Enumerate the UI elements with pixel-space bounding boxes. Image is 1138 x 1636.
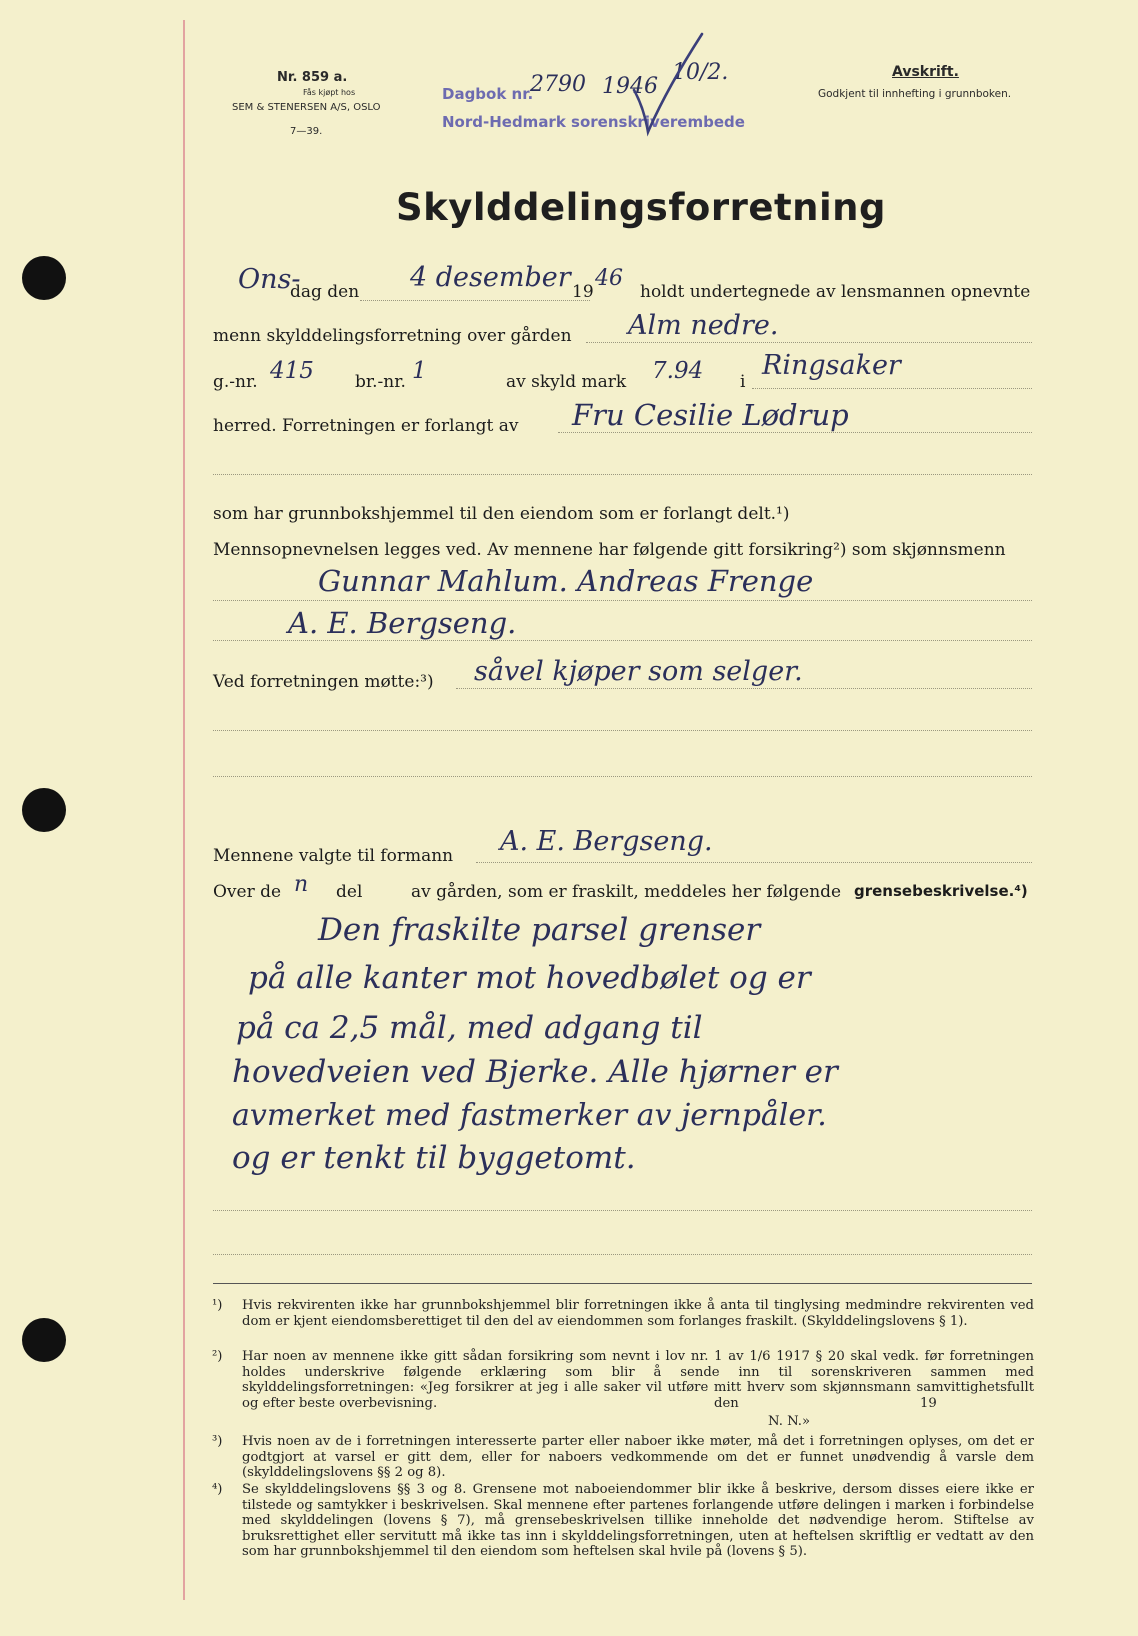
printed-text: br.-nr. xyxy=(355,372,406,392)
form-number: Nr. 859 a. xyxy=(277,70,348,85)
handwritten-farm: Alm nedre. xyxy=(628,310,779,341)
footnote-separator xyxy=(213,1283,1032,1284)
printed-text: Ved forretningen møtte:³) xyxy=(213,672,434,692)
printed-year: 19 xyxy=(572,282,594,302)
printed-text: holdt undertegnede av lensmannen opnevnte xyxy=(640,282,1031,302)
fill-line xyxy=(586,342,1032,343)
fill-line xyxy=(213,1254,1032,1255)
office-stamp: Nord-Hedmark sorenskriverembede xyxy=(442,113,745,131)
margin-line xyxy=(183,20,185,1600)
footnote-year: 19 xyxy=(920,1396,937,1411)
approval-note: Godkjent til innhefting i grunnboken. xyxy=(818,88,1012,100)
description-line: avmerket med fastmerker av jernpåler. xyxy=(232,1098,827,1133)
footnote-marker: ²) xyxy=(212,1349,223,1364)
footnote-3 xyxy=(214,1434,1034,1481)
footnote-text: Har noen av mennene ikke gitt sådan forsikring som nevnt i lov nr. 1 av 1/6 1917 § 20 skal vedk. før forretningen holdes underskrive følgende erklæring som blir å sende inn til sorenskriveren sammen med skylddelingsforretningen: «Jeg forsikrer at jeg i alle saker vil utføre mitt hverv som skjønnsmann samvittighetsfullt og efter beste overbevisning. xyxy=(242,1349,1034,1411)
handwritten-year: 46 xyxy=(595,266,623,291)
footnote-text: Hvis noen av de i forretningen interesserte parter eller naboer ikke møter, må det i forretningen oplyses, om det er godtgjort at varsel er gitt dem, eller for naboers vedkommende om det er funnet unødvendig å varsle dem (skylddelingslovens §§ 2 og 8). xyxy=(242,1434,1034,1481)
footnote-4 xyxy=(214,1482,1034,1560)
handwritten-date: 4 desember xyxy=(410,262,571,293)
publisher-line: 7—39. xyxy=(290,126,323,137)
fill-line xyxy=(213,600,1032,601)
handwritten-gnr: 415 xyxy=(270,358,314,384)
punch-hole xyxy=(22,1318,66,1362)
handwritten-chairman: A. E. Bergseng. xyxy=(500,826,713,857)
punch-hole xyxy=(22,788,66,832)
punch-hole xyxy=(22,256,66,300)
printed-text: herred. Forretningen er forlangt av xyxy=(213,416,519,436)
footnote-signature: N. N.» xyxy=(768,1414,811,1429)
document-title: Skylddelingsforretning xyxy=(396,186,886,229)
footnote-text: Se skylddelingslovens §§ 3 og 8. Grensene mot naboeiendommer blir ikke å beskrive, dersom disses eiere ikke er tilstede og samtykker i beskrivelsen. Skal mennene efter partenes forlangende utføre delingen i marken i forbindelse med skylddelingen (lovens § 7), må grensebeskrivelsen tillike inneholde det nødvendige herom. Stiftelse av bruksrettighet eller servitutt må ikke tas inn i skylddelingsforretningen, uten at heftelsen skriftlig er vedtatt av den som har grunnbokshjemmel til den eiendom som heftelsen skal hvile på (lovens § 5). xyxy=(242,1482,1034,1560)
publisher-line: SEM & STENERSEN A/S, OSLO xyxy=(232,102,381,113)
handwritten-attendees: såvel kjøper som selger. xyxy=(474,656,803,687)
printed-text: av gården, som er fraskilt, meddeles her følgende xyxy=(411,882,842,902)
footnote-marker: ⁴) xyxy=(212,1482,223,1497)
footnote-2 xyxy=(214,1349,1034,1411)
description-line: og er tenkt til byggetomt. xyxy=(232,1140,636,1176)
printed-text: Mennsopnevnelsen legges ved. Av mennene har følgende gitt forsikring²) som skjønnsmenn xyxy=(213,540,1006,560)
printed-text: Over de xyxy=(213,882,282,902)
publisher-line: Fås kjøpt hos xyxy=(303,88,356,97)
footnote-marker: ³) xyxy=(212,1434,223,1449)
handwritten-brnr: 1 xyxy=(412,358,427,384)
description-line: på ca 2,5 mål, med adgang til xyxy=(236,1010,703,1046)
handwritten-requester: Fru Cesilie Lødrup xyxy=(572,398,849,432)
check-mark xyxy=(630,30,710,140)
handwritten-day: Ons- xyxy=(238,264,301,295)
printed-text: dag den xyxy=(290,282,360,302)
dagbok-number: 2790 xyxy=(530,72,586,97)
dagbok-label: Dagbok nr. xyxy=(442,85,534,103)
description-line: hovedveien ved Bjerke. Alle hjørner er xyxy=(232,1054,838,1090)
printed-text: i xyxy=(740,372,746,392)
fill-line xyxy=(558,432,1032,433)
handwritten-names: Gunnar Mahlum. Andreas Frenge xyxy=(318,564,814,598)
handwritten-skyld: 7.94 xyxy=(652,358,704,384)
fill-line xyxy=(360,300,590,301)
handwritten-letter: n xyxy=(294,872,309,897)
printed-text: g.-nr. xyxy=(213,372,258,392)
printed-text: del xyxy=(336,882,363,902)
description-line: på alle kanter mot hovedbølet og er xyxy=(248,960,811,996)
handwritten-place: Ringsaker xyxy=(762,350,901,381)
printed-text: av skyld mark xyxy=(506,372,627,392)
dagbok-year: 1946 xyxy=(602,74,658,99)
avskrift-label: Avskrift. xyxy=(892,64,959,80)
printed-bold-text: grensebeskrivelse.⁴) xyxy=(854,882,1028,900)
printed-text: som har grunnbokshjemmel til den eiendom som er forlangt delt.¹) xyxy=(213,504,790,524)
footnote-marker: ¹) xyxy=(212,1298,223,1313)
printed-text: Mennene valgte til formann xyxy=(213,846,454,866)
fill-line xyxy=(456,688,1032,689)
fill-line xyxy=(213,474,1032,475)
fill-line xyxy=(213,640,1032,641)
fill-line xyxy=(752,388,1032,389)
footnote-1 xyxy=(214,1298,1034,1329)
description-line: Den fraskilte parsel grenser xyxy=(318,912,761,948)
footnote-den: den xyxy=(714,1396,739,1411)
footnote-text: Hvis rekvirenten ikke har grunnbokshjemmel blir forretningen ikke å anta til tinglysing medmindre rekvirenten ved dom er kjent eiendomsberettiget til den del av eiendommen som forlanges fraskilt. (Skylddelingslovens § 1). xyxy=(242,1298,1034,1329)
handwritten-names: A. E. Bergseng. xyxy=(288,606,517,640)
fill-line xyxy=(213,1210,1032,1211)
fill-line xyxy=(476,862,1032,863)
fill-line xyxy=(213,730,1032,731)
fill-line xyxy=(213,776,1032,777)
dagbok-date: 10/2. xyxy=(672,60,729,85)
printed-text: menn skylddelingsforretning over gården xyxy=(213,326,572,346)
